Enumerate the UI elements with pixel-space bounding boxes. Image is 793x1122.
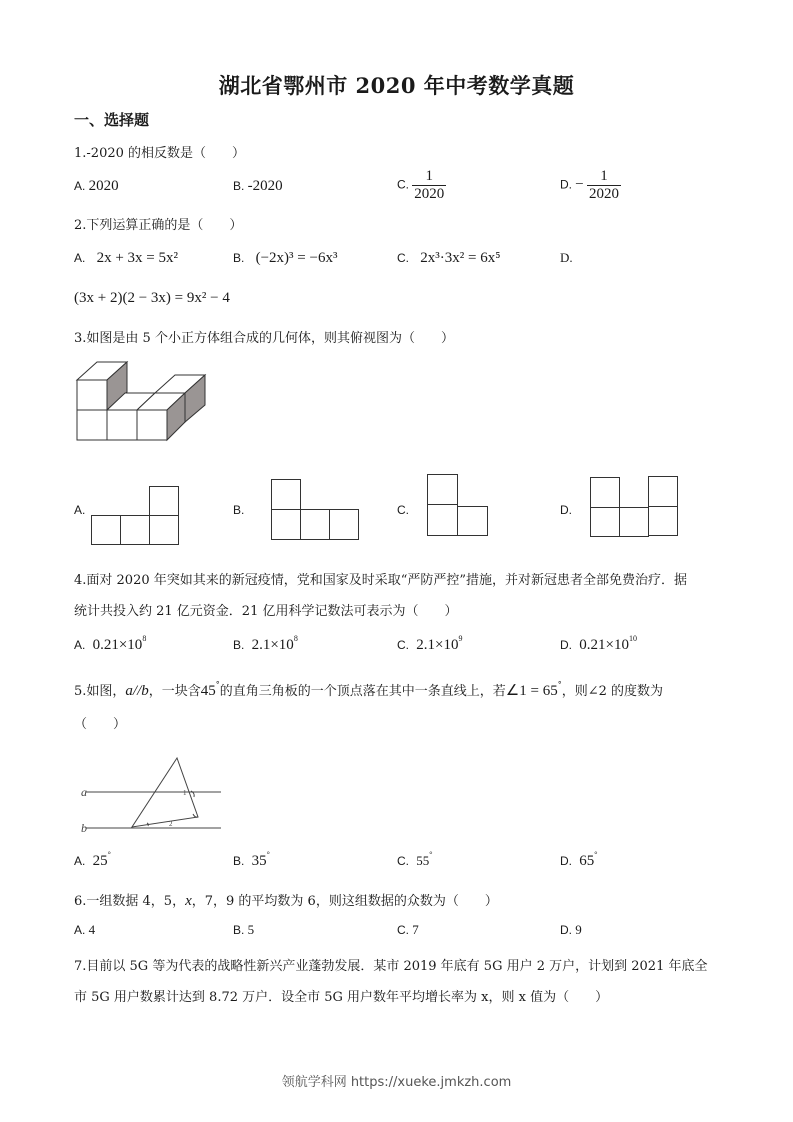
section-heading: 一、选择题: [74, 111, 150, 129]
question-7-stem-line-2: 市 5G 用户数累计达到 8.72 万户．设全市 5G 用户数年平均增长率为 x，则 x 值为（ ）: [74, 990, 609, 1005]
stem-text: ，则∠2 的度数为: [561, 684, 663, 699]
numerator: 1: [425, 168, 433, 184]
option-label: A.: [74, 854, 86, 868]
q5-option-b: [233, 850, 270, 870]
stem-math: x: [185, 893, 192, 909]
option-value: 65: [579, 853, 595, 869]
option-base: 0.21×10: [579, 637, 629, 653]
question-5-stem-line-1: [74, 680, 663, 700]
numerator: 1: [600, 168, 608, 184]
q1-option-c: [397, 168, 446, 203]
footer-watermark: 领航学科网 https://xueke.jmkzh.com: [281, 1075, 512, 1090]
q1-option-d: [560, 168, 621, 203]
q4-option-b: [233, 634, 298, 654]
option-value: 9: [575, 922, 582, 937]
q3-option-a-figure: [91, 485, 179, 546]
degree-sign: °: [429, 850, 433, 859]
stem-text: ，7，9 的平均数为 6，则这组数据的众数为（ ）: [191, 894, 498, 909]
q1-option-b: [233, 178, 283, 195]
question-6-stem: [74, 890, 498, 910]
stem-math: a//b: [125, 683, 149, 699]
q4-option-a: [74, 634, 147, 654]
q6-option-b: [233, 922, 254, 938]
stem-math: ∠1 = 65: [505, 683, 558, 699]
option-value: 2x + 3x = 5x²: [96, 250, 179, 266]
fraction: [412, 168, 446, 203]
q2-option-d-label: D.: [560, 250, 573, 265]
q4-option-d: [560, 634, 637, 654]
q3-option-d-label: D.: [560, 503, 572, 517]
option-base: 2.1×10: [416, 637, 459, 653]
q6-option-c: [397, 922, 419, 938]
option-label: C.: [397, 638, 409, 652]
q3-option-b-figure: [271, 479, 359, 541]
q6-option-d: [560, 922, 582, 938]
q3-option-c-figure: [427, 474, 489, 537]
question-2-stem: 2.下列运算正确的是（ ）: [74, 218, 243, 233]
option-value: 4: [88, 922, 96, 937]
option-label: C.: [397, 251, 409, 265]
option-value: 5: [247, 922, 255, 937]
q3-option-c-label: C.: [397, 503, 409, 517]
option-value: 25: [92, 853, 108, 869]
degree-sign: °: [107, 850, 111, 859]
stem-text: 的直角三角板的一个顶点落在其中一条直线上，若: [219, 684, 506, 699]
option-exponent: 8: [293, 634, 298, 643]
line-b-label: b: [81, 821, 87, 835]
option-label: B.: [233, 638, 245, 652]
option-label: B.: [233, 854, 245, 868]
q3-option-a-label: A.: [74, 503, 86, 517]
option-label: A.: [74, 923, 86, 937]
parallel-lines-triangle-figure: [78, 750, 228, 835]
question-4-stem-line-1: 4.面对 2020 年突如其来的新冠疫情，党和国家及时采取“严防严控”措施，并对新冠患者全部免费治疗．据: [74, 573, 688, 588]
q4-option-c: [397, 634, 463, 654]
q1-option-a: [74, 178, 119, 195]
denominator: 2020: [414, 186, 445, 202]
degree-sign: °: [557, 680, 562, 689]
line-a-label: a: [81, 785, 87, 799]
option-value: -2020: [247, 178, 283, 194]
question-1-stem: 1.-2020 的相反数是（ ）: [74, 146, 246, 161]
option-base: 2.1×10: [251, 637, 294, 653]
question-7-stem-line-1: 7.目前以 5G 等为代表的战略性新兴产业蓬勃发展．某市 2019 年底有 5G 用户 2 万户，计划到 2021 年底全: [74, 959, 708, 974]
q2-option-d-value: (3x + 2)(2 − 3x) = 9x² − 4: [74, 290, 230, 306]
page-title: 湖北省鄂州市 2020 年中考数学真题: [218, 73, 575, 98]
option-label: D.: [560, 923, 572, 937]
q2-option-c: [397, 250, 500, 267]
degree-sign: °: [594, 850, 598, 859]
fraction: [587, 168, 621, 203]
option-label: B.: [233, 179, 245, 193]
q6-option-a: [74, 922, 95, 938]
q3-option-b-label: B.: [233, 503, 245, 517]
option-exponent: 9: [458, 634, 463, 643]
denominator: 2020: [588, 186, 619, 202]
option-label: D.: [560, 854, 572, 868]
cube-assembly-figure: [77, 360, 217, 446]
q5-option-c: [397, 850, 433, 869]
stem-text: 5.如图，: [74, 684, 126, 699]
option-label: B.: [233, 923, 245, 937]
option-label: C.: [397, 923, 409, 937]
option-exponent: 8: [142, 634, 147, 643]
stem-text: ，一块含: [148, 684, 201, 699]
question-3-stem: 3.如图是由 5 个小正方体组合成的几何体，则其俯视图为（ ）: [74, 331, 454, 346]
option-label: D.: [560, 177, 572, 192]
option-label: C.: [397, 854, 409, 868]
angle-1-label: 1: [183, 789, 187, 797]
angle-2-label: 2: [169, 820, 173, 828]
option-value: 2x³·3x² = 6x⁵: [420, 250, 501, 266]
option-base: 0.21×10: [92, 637, 143, 653]
degree-sign: °: [215, 680, 220, 689]
q5-option-a: [74, 850, 111, 870]
option-label: C.: [397, 177, 409, 192]
option-value: 7: [412, 922, 419, 937]
option-value: 55: [416, 853, 430, 868]
option-value: (−2x)³ = −6x³: [255, 250, 338, 266]
degree-sign: °: [266, 850, 270, 859]
question-4-stem-line-2: 统计共投入约 21 亿元资金．21 亿用科学记数法可表示为（ ）: [74, 604, 458, 619]
q2-option-b: [233, 250, 337, 267]
option-exponent: 10: [628, 634, 637, 643]
option-value: 2020: [88, 178, 119, 194]
minus-sign: −: [575, 176, 584, 193]
stem-math: 45: [200, 683, 216, 699]
option-label: A.: [74, 179, 86, 193]
question-5-stem-line-2: （ ）: [74, 717, 127, 732]
option-value: 35: [251, 853, 267, 869]
option-label: D.: [560, 638, 572, 652]
q3-option-d-figure: [590, 476, 678, 538]
option-label: B.: [233, 251, 245, 265]
q2-option-a: [74, 250, 178, 267]
option-label: A.: [74, 251, 86, 265]
q5-option-d: [560, 850, 598, 870]
option-label: A.: [74, 638, 86, 652]
stem-text: 6.一组数据 4，5，: [74, 894, 186, 909]
